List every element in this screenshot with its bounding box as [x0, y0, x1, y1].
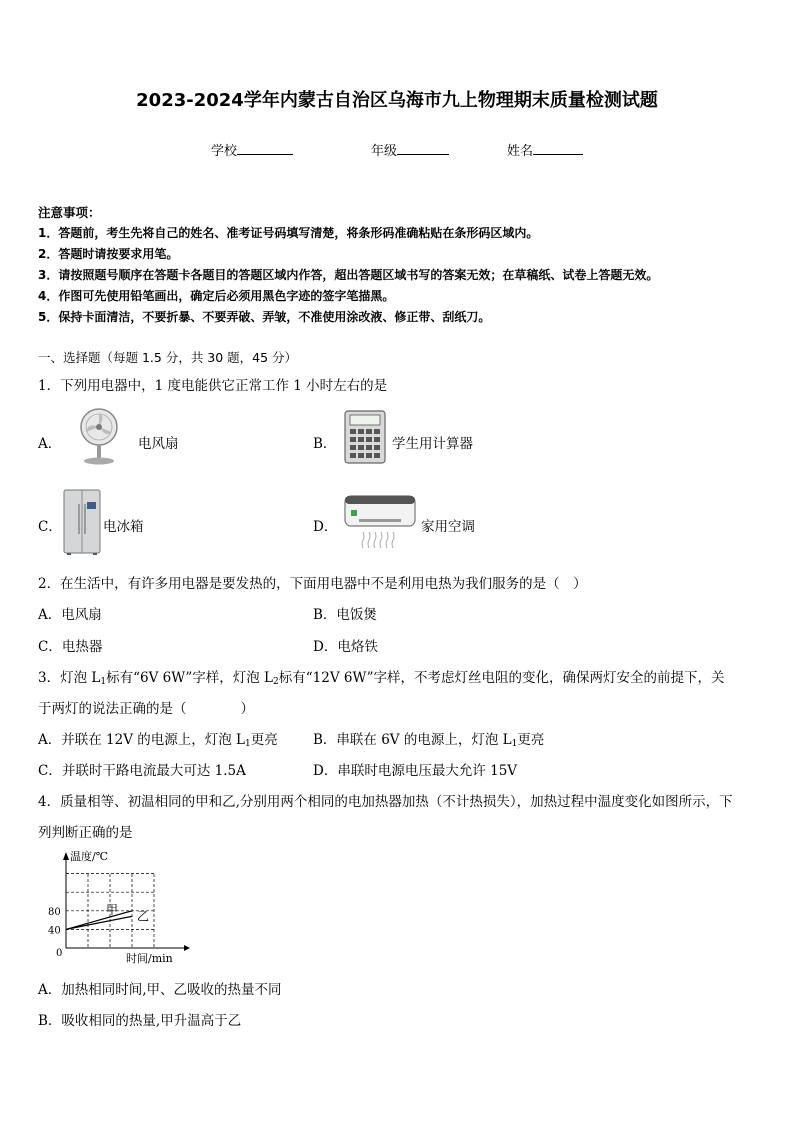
- grade-field[interactable]: [371, 140, 449, 159]
- q3-option-a-text: A．并联在 12V 的电源上，灯泡 L: [38, 732, 246, 748]
- question-3-stem-line2: 于两灯的说法正确的是（ ）: [38, 701, 254, 717]
- question-3-stem: [38, 666, 724, 687]
- school-label: 学校: [211, 144, 238, 159]
- q3-stem-part: 3．灯泡 L: [38, 670, 101, 686]
- q1-option-b-letter: B．: [313, 436, 337, 452]
- name-blank[interactable]: [533, 142, 583, 155]
- q1-option-b-text[interactable]: 学生用计算器: [392, 436, 473, 452]
- q3-option-b[interactable]: [313, 728, 544, 749]
- name-label: 姓名: [507, 144, 534, 159]
- air-conditioner-icon: [341, 494, 419, 554]
- chart-svg: [44, 846, 194, 968]
- q3-option-c[interactable]: C．并联时干路电流最大可达 1.5A: [38, 763, 246, 779]
- section-heading: 一、选择题（每题 1.5 分，共 30 题，45 分）: [38, 350, 298, 365]
- y-tick-label: 80: [48, 906, 61, 918]
- calculator-icon: [342, 410, 388, 464]
- q1-option-a-letter: A．: [38, 436, 62, 452]
- q2-option-a[interactable]: A．电风扇: [38, 607, 102, 623]
- notice-heading: 注意事项：: [38, 205, 101, 220]
- q1-option-a-text[interactable]: 电风扇: [138, 436, 179, 452]
- q1-option-d-text[interactable]: 家用空调: [421, 519, 475, 535]
- origin-label: 0: [56, 948, 63, 959]
- electric-fan-icon: [64, 407, 134, 467]
- q3-option-b-text: B．串联在 6V 的电源上，灯泡 L: [313, 732, 512, 748]
- page-title: 2023-2024学年内蒙古自治区乌海市九上物理期末质量检测试题: [136, 90, 658, 111]
- name-field[interactable]: [507, 140, 583, 159]
- question-2-stem: 2．在生活中，有许多用电器是要发热的，下面用电器中不是利用电热为我们服务的是（ ）: [38, 576, 587, 592]
- question-1-stem: 1．下列用电器中，1 度电能供它正常工作 1 小时左右的是: [38, 378, 388, 394]
- question-4-stem: 4．质量相等、初温相同的甲和乙,分别用两个相同的电加热器加热（不计热损失），加热过程中温度变化如图所示，下: [38, 794, 733, 810]
- y-tick-label: 40: [48, 925, 61, 937]
- refrigerator-icon: [62, 488, 102, 556]
- series-lines: [66, 903, 149, 930]
- notice-item: 4．作图可先使用铅笔画出，确定后必须用黑色字迹的签字笔描黑。: [38, 289, 395, 303]
- q3-subscript: 1: [245, 739, 251, 749]
- grade-blank[interactable]: [397, 142, 449, 155]
- temperature-time-chart: [44, 846, 194, 968]
- q3-subscript: 2: [273, 677, 279, 687]
- q3-stem-part: 标有“12V 6W”字样，不考虑灯丝电阻的变化，确保两灯安全的前提下，关: [278, 670, 725, 686]
- y-ticks: [48, 907, 61, 937]
- notice-item: 3．请按照题号顺序在答题卡各题目的答题区域内作答，超出答题区域书写的答案无效；在草稿纸、试卷上答题无效。: [38, 268, 659, 282]
- grade-label: 年级: [371, 144, 398, 159]
- school-field[interactable]: [211, 140, 293, 159]
- q2-option-d[interactable]: D．电烙铁: [313, 639, 378, 655]
- q3-subscript: 1: [100, 677, 107, 687]
- q4-option-a[interactable]: A．加热相同时间,甲、乙吸收的热量不同: [38, 982, 282, 998]
- series-label: 乙: [137, 909, 150, 924]
- y-axis-arrow: [63, 852, 69, 860]
- q3-subscript: 1: [511, 739, 518, 749]
- q1-option-c-letter: C．: [38, 519, 62, 535]
- q3-option-d[interactable]: D．串联时电源电压最大允许 15V: [313, 763, 518, 779]
- q3-option-a[interactable]: [38, 728, 278, 749]
- series-line-jia: [66, 911, 132, 930]
- series-line-yi: [66, 916, 132, 929]
- y-axis-label: 温度/℃: [70, 850, 109, 863]
- x-axis-label: 时间/min: [126, 952, 173, 965]
- q1-option-d-letter: D．: [313, 519, 338, 535]
- x-axis-arrow: [184, 945, 190, 951]
- question-4-stem-line2: 列判断正确的是: [38, 825, 133, 841]
- q3-stem-part: 标有“6V 6W”字样，灯泡 L: [106, 670, 273, 686]
- notice-item: 2．答题时请按要求用笔。: [38, 247, 179, 261]
- q4-option-b[interactable]: B．吸收相同的热量,甲升温高于乙: [38, 1013, 242, 1029]
- q2-option-c[interactable]: C．电热器: [38, 639, 103, 655]
- notice-item: 5．保持卡面清洁，不要折暴、不要弄破、弄皱，不准使用涂改液、修正带、刮纸刀。: [38, 310, 491, 324]
- q3-option-b-text: 更亮: [517, 732, 545, 748]
- school-blank[interactable]: [237, 142, 293, 155]
- q1-option-c-text[interactable]: 电冰箱: [103, 519, 144, 535]
- q2-option-b[interactable]: B．电饭煲: [313, 607, 377, 623]
- series-label: 甲: [106, 902, 119, 917]
- notice-item: 1．答题前，考生先将自己的姓名、准考证号码填写清楚，将条形码准确粘贴在条形码区域内。: [38, 226, 539, 240]
- q3-option-a-text: 更亮: [250, 732, 278, 748]
